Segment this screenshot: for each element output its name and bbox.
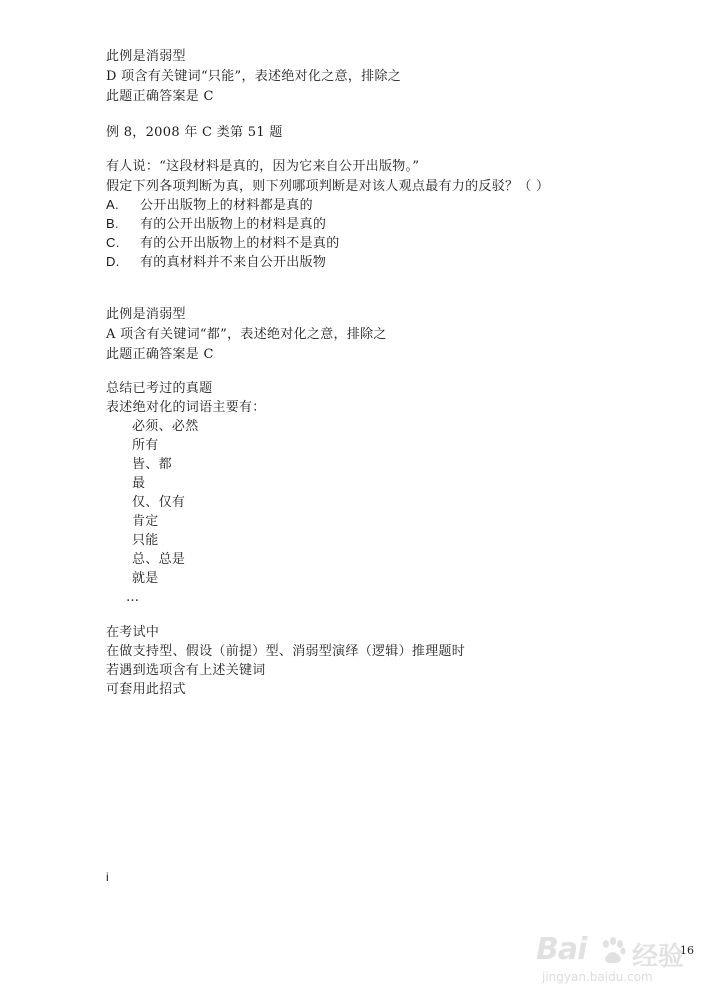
exam-line-3: 若遇到选项含有上述关键词 [106,663,266,678]
option-b [106,215,326,234]
example-heading: 例 8，2008 年 C 类第 51 题 [106,125,283,140]
option-text: 有的公开出版物上的材料是真的 [140,217,327,232]
option-text: 公开出版物上的材料都是真的 [140,198,313,213]
question-prompt: 假定下列各项判断为真，则下列哪项判断是对该人观点最有力的反驳？（ ） [106,179,550,194]
watermark-cn-text: 经验 [632,942,685,972]
stray-mark: i [106,870,109,884]
option-letter: D. [106,254,120,269]
analysis-type: 此例是消弱型 [106,307,186,322]
analysis-reason: A 项含有关键词“都”，表述绝对化之意，排除之 [106,327,387,342]
keyword-item: 所有 [132,438,159,453]
watermark-url: jingyan.baidu.com [542,970,653,984]
keyword-ellipsis: … [126,590,140,605]
exam-line-1: 在考试中 [106,625,160,640]
summary-title: 总结已考过的真题 [106,381,213,396]
keyword-item: 只能 [132,533,159,548]
baidu-jingyan-watermark [536,930,686,988]
keyword-item: 必须、必然 [132,419,199,434]
option-text: 有的公开出版物上的材料不是真的 [140,236,340,251]
exam-line-4: 可套用此招式 [106,682,186,697]
option-a [106,196,313,215]
keyword-item: 总、总是 [132,552,186,567]
keyword-item: 就是 [132,571,159,586]
option-d [106,253,326,272]
exam-line-2: 在做支持型、假设（前提）型、消弱型演绎（逻辑）推理题时 [106,644,466,659]
keyword-item: 最 [132,476,146,491]
paw-icon [598,936,628,966]
answer-line: 此题正确答案是 C [106,89,214,104]
option-letter: B. [106,216,119,231]
watermark-logo-text: Bai [536,932,587,967]
keyword-item: 皆、都 [132,457,172,472]
keyword-item: 仅、仅有 [132,495,186,510]
question-statement: 有人说：“这段材料是真的，因为它来自公开出版物。” [106,159,420,174]
keyword-item: 肯定 [132,514,159,529]
option-letter: C. [106,235,120,250]
option-letter: A. [106,197,119,212]
analysis-line-1: 此例是消弱型 [106,49,186,64]
option-c [106,234,340,253]
analysis-answer: 此题正确答案是 C [106,347,214,362]
option-text: 有的真材料并不来自公开出版物 [140,255,327,270]
analysis-line-2: D 项含有关键词“只能”，表述绝对化之意，排除之 [106,69,402,84]
summary-intro: 表述绝对化的词语主要有： [106,400,266,415]
page-number: 16 [680,944,694,957]
